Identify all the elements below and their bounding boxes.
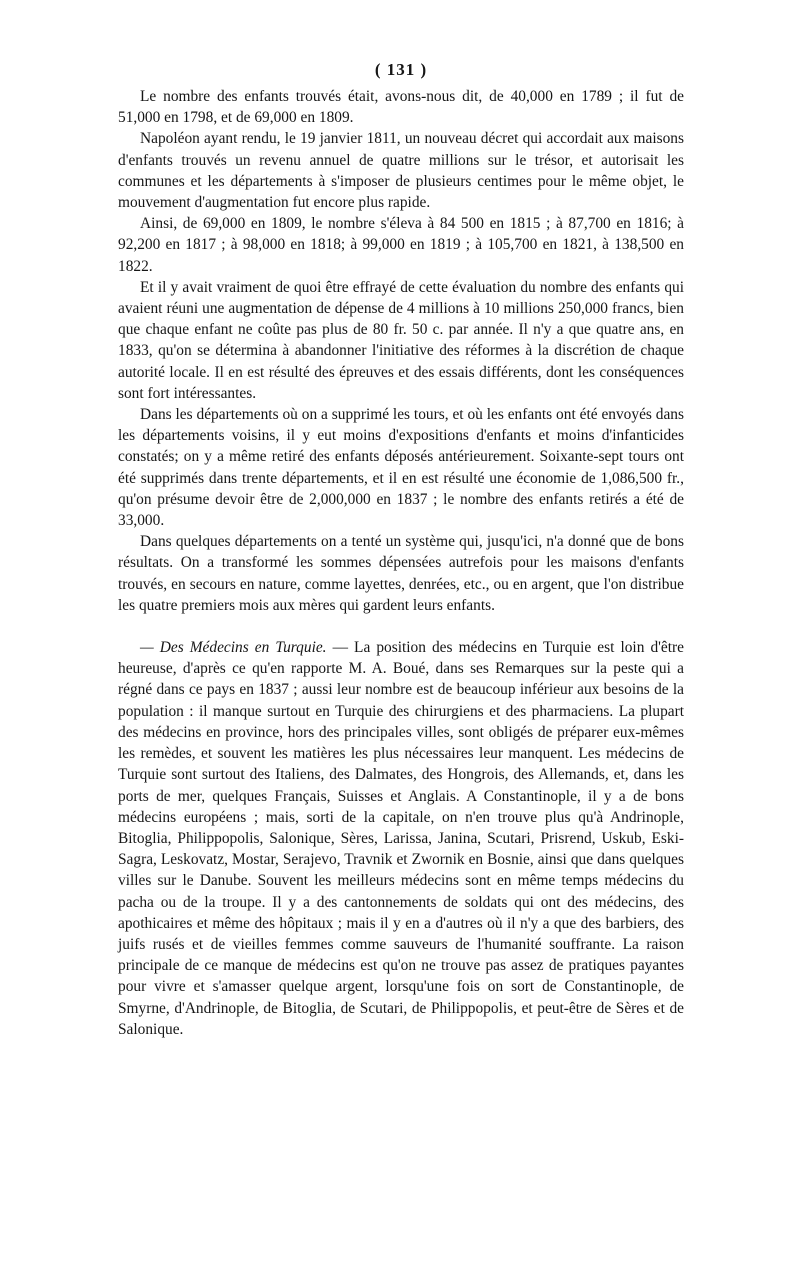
section-medecins-turquie (118, 637, 684, 1040)
paragraph-expense-increase: Et il y avait vraiment de quoi être effrayé de cette évaluation du nombre des enfants qui avaient réuni une augmentation de dépense de 4 millions à 10 millions 250,000 francs, bien que chaque enfant ne coûte pas plus de 80 fr. 50 c. par année. Il n'y a que quatre ans, en 1833, qu'on se détermina à abandonner l'initiative des réformes à la discrétion de chaque autorité locale. Il en est résulté des épreuves et des essais différents, dont les conséquences sont fort intéressantes. (118, 278, 684, 402)
section-body: — La position des médecins en Turquie est loin d'être heureuse, d'après ce qu'en rapporte M. A. Boué, dans ses Remarques sur la peste qui a régné dans ce pays en 1837 ; aussi leur nombre est de beaucoup inférieur aux besoins de la population : il manque surtout en Turquie des chirurgiens et des pharmaciens. La plupart des médecins en province, hors des principales villes, sont obligés de préparer eux-mêmes les remèdes, et souvent les matières les plus nécessaires leur manquent. Les médecins de Turquie sont surtout des Italiens, des Dalmates, des Hongrois, des Allemands, et, dans les ports de mer, quelques Français, Suisses et Anglais. A Constantinople, il y a de bons médecins européens ; mais, sorti de la capitale, on n'en trouve plus qu'à Andrinople, Bitoglia, Philippopolis, Salonique, Sères, Larissa, Janina, Scutari, Prisrend, Uskub, Eski-Sagra, Leskovatz, Mostar, Serajevo, Travnik et Zwornik en Bosnie, ainsi que dans quelques villes sur le Danube. Souvent les meilleurs médecins sont en même temps médecins du pacha ou de la troupe. Il y a des cantonnements de soldats qui ont des médecins, des apothicaires et même des hôpitaux ; mais il y en a d'autres où il n'y a que des barbiers, des juifs rusés et de vieilles femmes comme sauveurs de l'humanité souffrante. La raison principale de ce manque de médecins est qu'on ne trouve pas assez de pratiques payantes pour vivre et s'amasser quelque argent, lorsqu'une fois on sort de Constantinople, de Smyrne, d'Andrinople, de Bitoglia, de Scutari, de Philippopolis, et peut-être de Sères et de Salonique. (118, 639, 684, 1038)
section-spacer (118, 616, 684, 637)
paragraph-foundlings-count: Le nombre des enfants trouvés était, avons-nous dit, de 40,000 en 1789 ; il fut de 51,000 en 1798, et de 69,000 en 1809. (118, 88, 684, 127)
paragraph-growth-figures: Ainsi, de 69,000 en 1809, le nombre s'éleva à 84 500 en 1815 ; à 87,700 en 1816; à 92,200 en 1817 ; à 98,000 en 1818; à 99,000 en 1819 ; à 105,700 en 1821, à 138,500 en 1822. (118, 215, 684, 275)
page-number: ( 131 ) (374, 60, 428, 79)
paragraph-towers-suppressed: Dans les départements où on a supprimé les tours, et où les enfants ont été envoyés dans les départements voisins, il y eut moins d'expositions d'enfants et moins d'infanticides constatés; on y a même retiré des enfants déposés antérieurement. Soixante-sept tours ont été supprimés dans trente départements, et il en est résulté une économie de 1,086,500 fr., qu'on présume devoir être de 2,000,000 en 1837 ; le nombre des enfants retirés a été de 33,000. (118, 406, 684, 530)
book-page (118, 58, 684, 1040)
paragraph-napoleon-decree: Napoléon ayant rendu, le 19 janvier 1811, un nouveau décret qui accordait aux maisons d'enfants trouvés un revenu annuel de quatre millions sur le trésor, et autorisait les communes et les départements à s'imposer de plusieurs centimes pour le même objet, le mouvement d'augmentation fut encore plus rapide. (118, 130, 684, 212)
section-title: — Des Médecins en Turquie. (140, 639, 327, 657)
paragraph-new-system: Dans quelques départements on a tenté un système qui, jusqu'ici, n'a donné que de bons résultats. On a transformé les sommes dépensées autrefois pour les maisons d'enfants trouvés, en secours en nature, comme layettes, denrées, etc., ou en argent, que l'on distribue les quatre premiers mois aux mères qui gardent leurs enfants. (118, 533, 684, 614)
